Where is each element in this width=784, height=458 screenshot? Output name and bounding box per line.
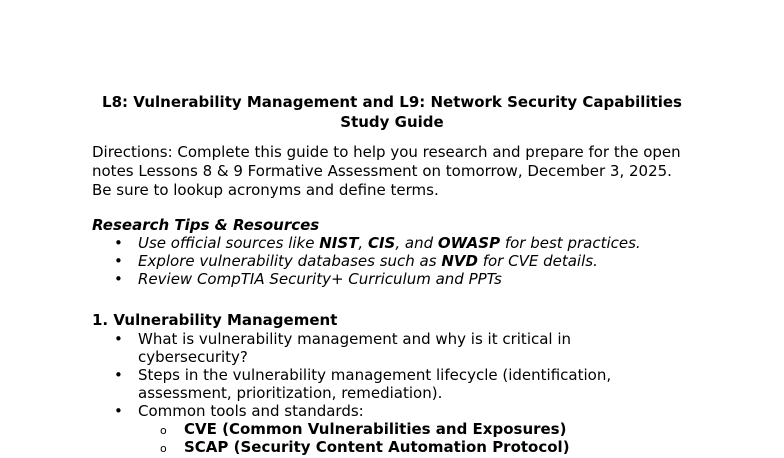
section-title: 1. Vulnerability Management [92, 311, 338, 329]
tip-item: • Use official sources like NIST, CIS, and OWASP for best practices. [114, 234, 641, 252]
question-list [114, 330, 654, 420]
document-title [92, 92, 692, 132]
title-line-2: Study Guide [340, 113, 444, 131]
question-item: • Common tools and standards: [114, 402, 654, 420]
title-line-1: L8: Vulnerability Management and L9: Network Security Capabilities [102, 93, 682, 111]
standards-sublist [160, 420, 680, 456]
tips-heading: Research Tips & Resources [92, 216, 320, 234]
tip-item: • Review CompTIA Security+ Curriculum and PPTs [114, 270, 641, 288]
directions-paragraph: Directions: Complete this guide to help you research and prepare for the open notes Lessons 8 & 9 Formative Assessment on tomorrow, December 3, 2025. Be sure to lookup acronyms and define terms. [92, 143, 681, 199]
tips-list [114, 234, 641, 288]
question-item: • What is vulnerability management and why is it critical in cybersecurity? [114, 330, 654, 366]
question-item: • Steps in the vulnerability management lifecycle (identification, assessment, prioritization, remediation). [114, 366, 654, 402]
standard-item: o SCAP (Security Content Automation Protocol) [160, 438, 680, 456]
standard-item: o CVE (Common Vulnerabilities and Exposures) [160, 420, 680, 438]
tip-item: • Explore vulnerability databases such as NVD for CVE details. [114, 252, 641, 270]
